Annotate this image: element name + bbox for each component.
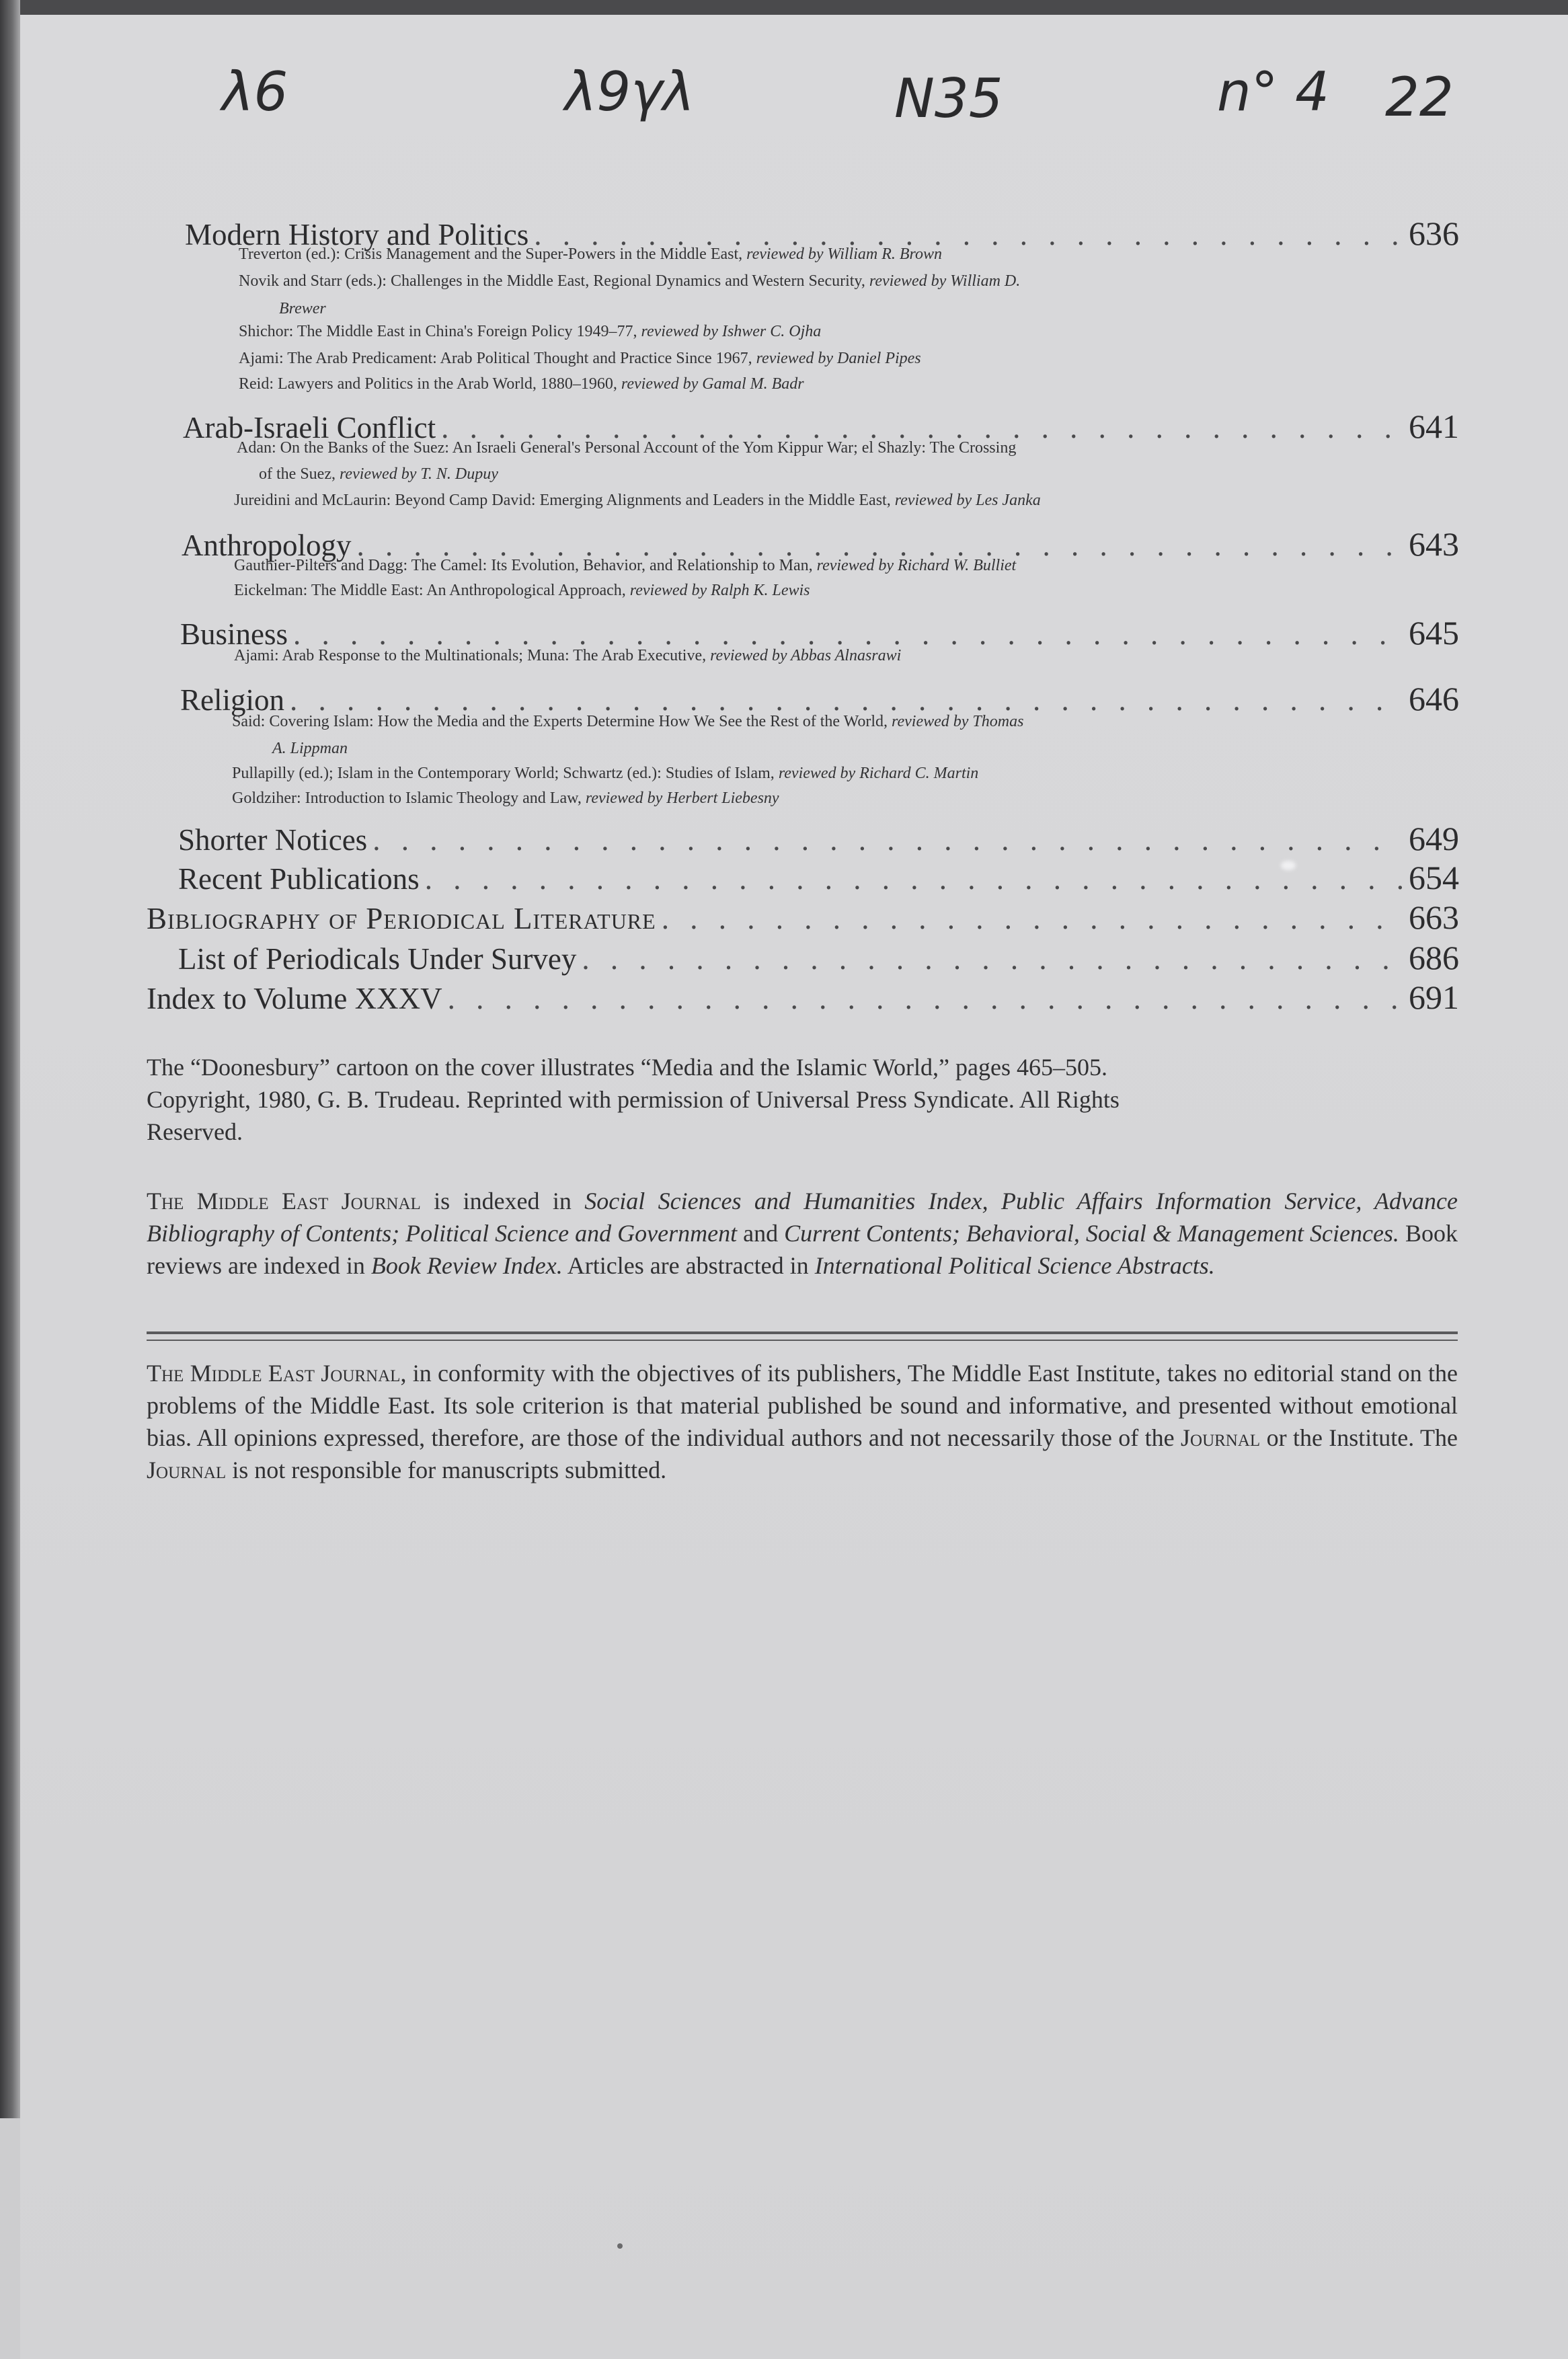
section-page: 643 bbox=[1409, 525, 1459, 563]
review-entry: Eickelman: The Middle East: An Anthropological Approach, reviewed by Ralph K. Lewis bbox=[234, 582, 810, 599]
section-title: Shorter Notices bbox=[178, 823, 368, 857]
section-page: 663 bbox=[1409, 898, 1459, 936]
review-entry: Adan: On the Banks of the Suez: An Israeli General's Personal Account of the Yom Kippur War; el Shazly: The Crossing bbox=[237, 439, 1017, 457]
review-entry: Said: Covering Islam: How the Media and the Experts Determine How We See the Rest of the World, reviewed by Thomas bbox=[232, 713, 1024, 730]
section-page: 646 bbox=[1409, 680, 1459, 718]
review-entry: Goldziher: Introduction to Islamic Theology and Law, reviewed by Herbert Liebesny bbox=[232, 789, 779, 807]
cover-note-line-1: The “Doonesbury” cartoon on the cover illustrates “Media and the Islamic World,” pages 465–505. bbox=[147, 1054, 1107, 1081]
section-page: 691 bbox=[1409, 978, 1459, 1016]
section-title: Recent Publications bbox=[178, 862, 420, 896]
review-entry: Treverton (ed.): Crisis Management and the Super-Powers in the Middle East, reviewed by William R. Brown bbox=[239, 245, 942, 263]
review-entry: Reid: Lawyers and Politics in the Arab World, 1880–1960, reviewed by Gamal M. Badr bbox=[239, 375, 804, 393]
leader-dots bbox=[448, 981, 1403, 1016]
editorial-policy-note: The Middle East Journal, in conformity with the objectives of its publishers, The Middle East Institute, takes no editorial stand on the problems of the Middle East. Its sole criterion is that material published be sound and informative, and presented without emotional bias. All opinions expressed, therefore, are those of the individual authors and not necessarily those of the Journal or the Institute. The Journal is not responsible for manuscripts submitted. bbox=[147, 1360, 1458, 1483]
scan-speck bbox=[617, 2243, 623, 2249]
review-entry: Jureidini and McLaurin: Beyond Camp David: Emerging Alignments and Leaders in the Middle East, reviewed by Les Janka bbox=[234, 492, 1041, 509]
indexing-note: The Middle East Journal is indexed in Social Sciences and Humanities Index, Public Affairs Information Service, Advance Bibliography of Contents; Political Science and Government and Current Contents; Behavioral, Social & Management Sciences. Book reviews are indexed in Book Review Index. Articles are abstracted in International Political Science Abstracts. bbox=[147, 1188, 1458, 1279]
toc-section-bibliography[interactable] bbox=[147, 898, 1459, 937]
handwritten-note-2: λ9γλ bbox=[565, 61, 695, 123]
section-title: Religion bbox=[180, 683, 284, 717]
section-page: 654 bbox=[1409, 859, 1459, 896]
review-entry: Shichor: The Middle East in China's Foreign Policy 1949–77, reviewed by Ishwer C. Ojha bbox=[239, 323, 822, 340]
cover-note-line-3: Reserved. bbox=[147, 1118, 243, 1145]
section-title: Bibliography of Periodical Literature bbox=[147, 902, 656, 935]
section-page: 636 bbox=[1409, 215, 1459, 252]
toc-section-periodicals-list[interactable] bbox=[178, 938, 1459, 977]
section-page: 686 bbox=[1409, 939, 1459, 976]
toc-section-recent-publications[interactable] bbox=[178, 858, 1459, 897]
leader-dots bbox=[425, 861, 1403, 896]
review-entry: Ajami: The Arab Predicament: Arab Political Thought and Practice Since 1967, reviewed by Daniel Pipes bbox=[239, 350, 921, 367]
review-entry: Novik and Starr (eds.): Challenges in the Middle East, Regional Dynamics and Western Security, reviewed by William D. bbox=[239, 272, 1021, 290]
section-title: List of Periodicals Under Survey bbox=[178, 942, 577, 976]
section-title: Anthropology bbox=[182, 529, 352, 562]
table-of-contents bbox=[0, 0, 1568, 1049]
handwritten-note-1: λ6 bbox=[222, 61, 288, 123]
leader-dots bbox=[373, 822, 1403, 857]
section-page: 649 bbox=[1409, 820, 1459, 857]
toc-section-shorter-notices[interactable] bbox=[178, 819, 1459, 858]
leader-dots bbox=[662, 901, 1403, 936]
review-entry-cont: of the Suez, reviewed by T. N. Dupuy bbox=[259, 465, 498, 483]
section-page: 641 bbox=[1409, 408, 1459, 445]
divider-rule bbox=[147, 1340, 1458, 1341]
section-title: Arab-Israeli Conflict bbox=[183, 411, 436, 444]
toc-section-index[interactable] bbox=[147, 978, 1459, 1017]
review-entry: Ajami: Arab Response to the Multinationals; Muna: The Arab Executive, reviewed by Abbas Alnasrawi bbox=[234, 647, 902, 664]
section-page: 645 bbox=[1409, 614, 1459, 652]
review-entry: Gauthier-Pilters and Dagg: The Camel: Its Evolution, Behavior, and Relationship to Man, reviewed by Richard W. Bulliet bbox=[234, 557, 1017, 574]
divider-rule bbox=[147, 1331, 1458, 1334]
review-entry-cont: A. Lippman bbox=[272, 740, 348, 757]
leader-dots bbox=[582, 941, 1403, 976]
cover-note-line-2: Copyright, 1980, G. B. Trudeau. Reprinted with permission of Universal Press Syndicate. All Rights bbox=[147, 1086, 1120, 1113]
section-title: Modern History and Politics bbox=[185, 218, 529, 252]
section-title: Index to Volume XXXV bbox=[147, 982, 442, 1015]
section-title: Business bbox=[180, 617, 288, 651]
scan-glare bbox=[1281, 861, 1296, 870]
handwritten-note-3: N35 bbox=[894, 67, 1003, 130]
review-entry: Pullapilly (ed.); Islam in the Contemporary World; Schwartz (ed.): Studies of Islam, reviewed by Richard C. Martin bbox=[232, 765, 979, 782]
cover-note bbox=[147, 1051, 1458, 1148]
review-entry-cont: Brewer bbox=[279, 300, 326, 317]
handwritten-note-5: 22 bbox=[1385, 66, 1454, 128]
handwritten-note-4: n° 4 bbox=[1217, 61, 1330, 123]
